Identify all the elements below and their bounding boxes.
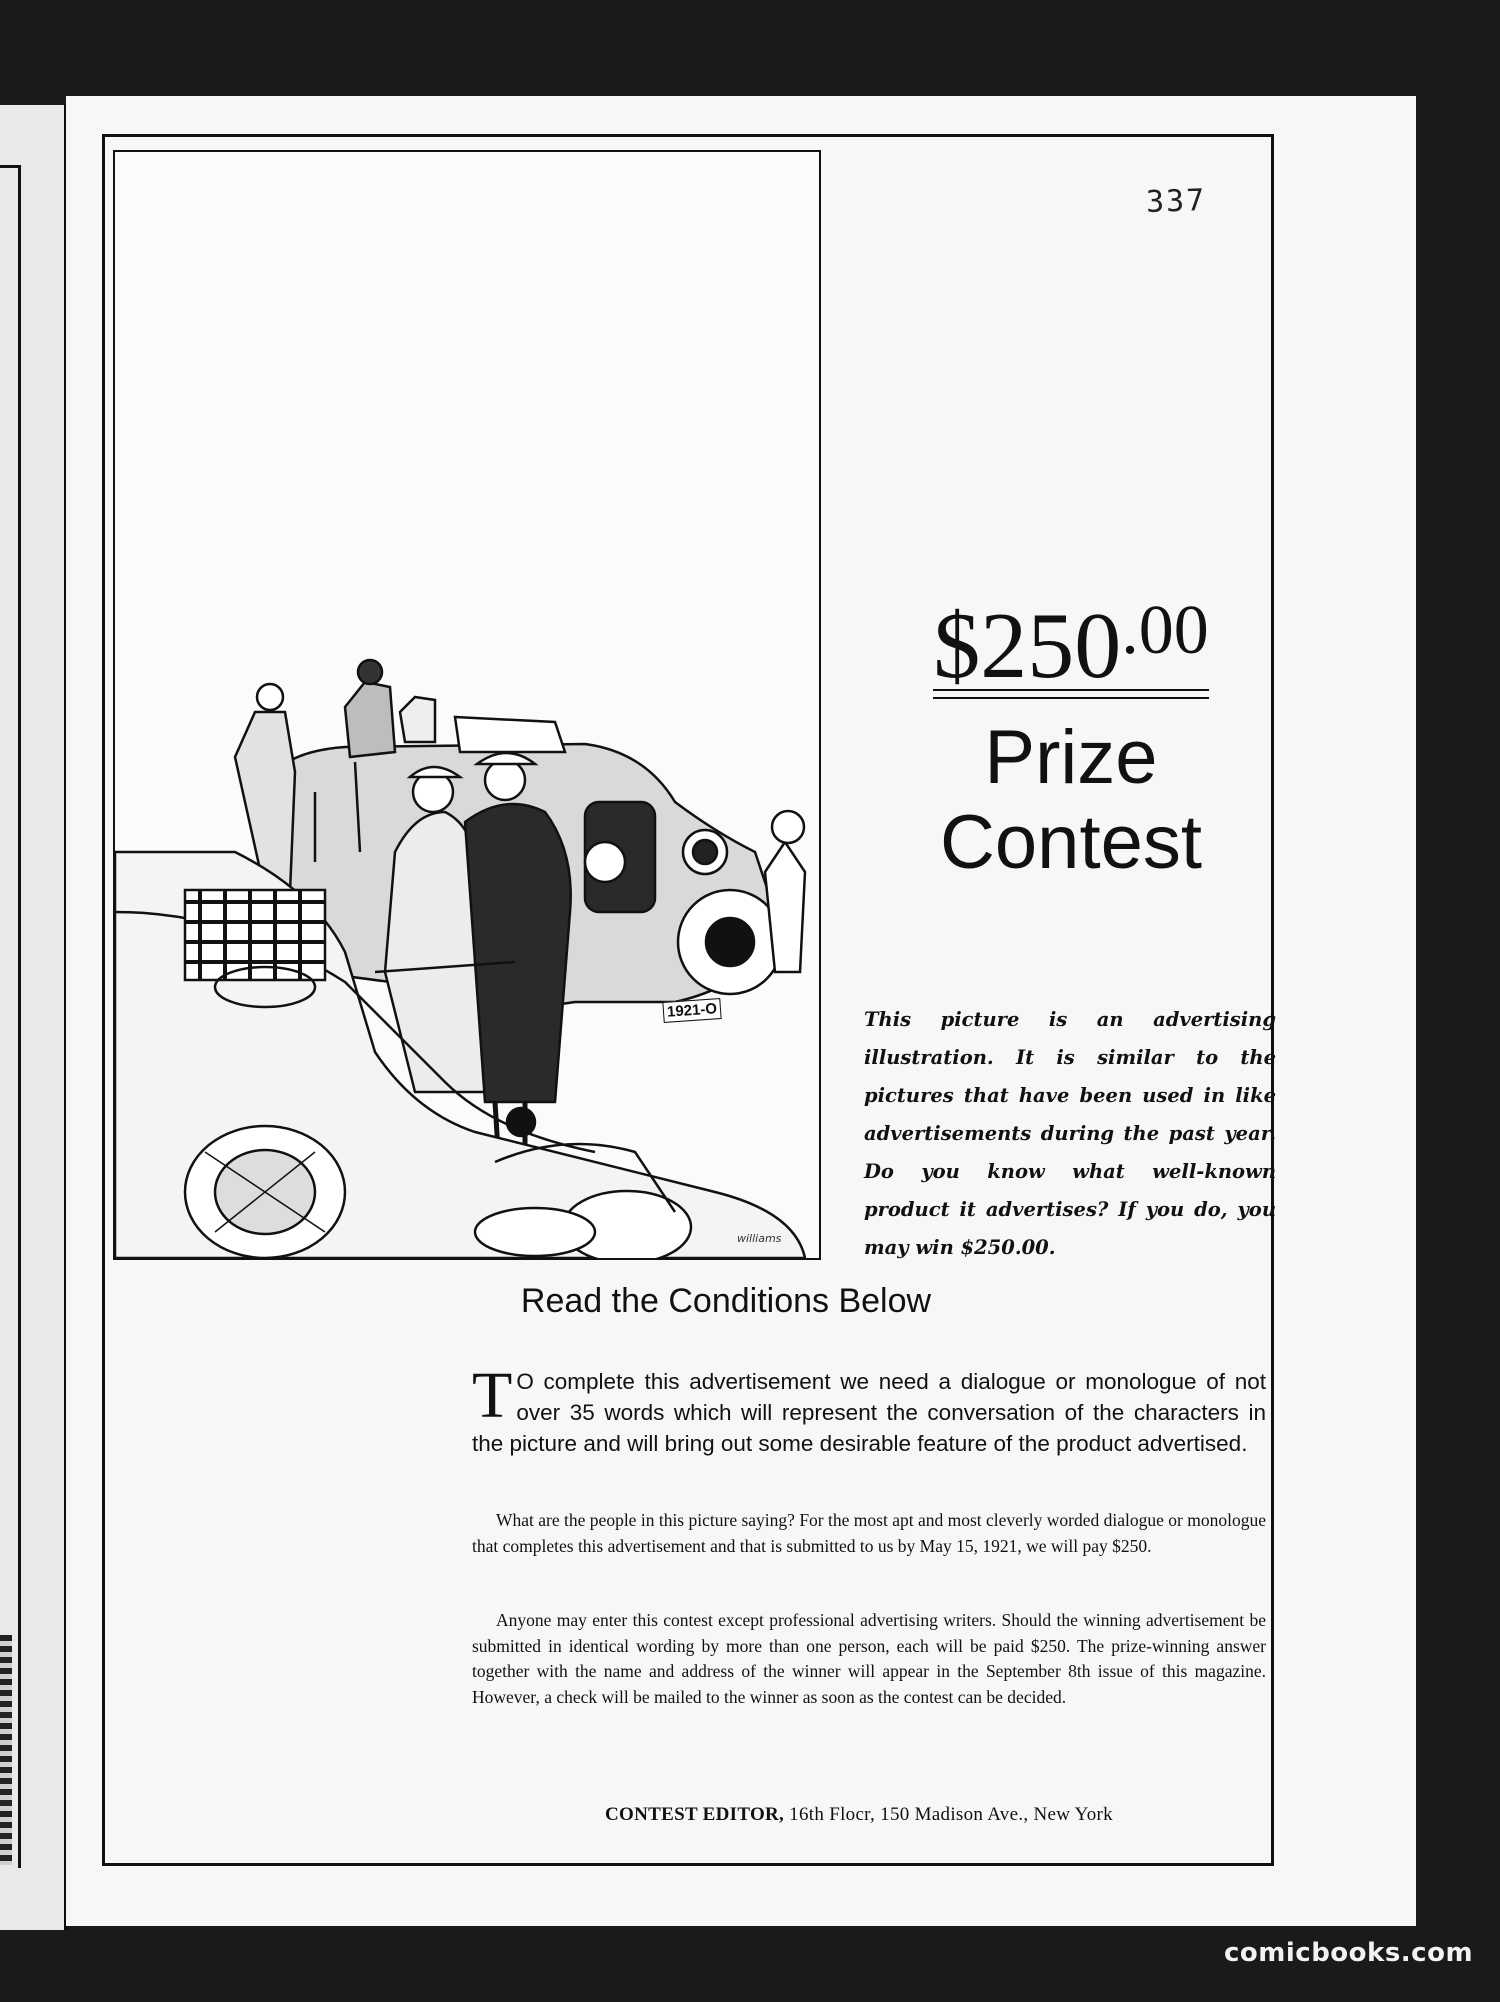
prize-headline xyxy=(851,592,1291,886)
teaser-paragraph: This picture is an advertising illustration. It is similar to the pictures that have been used in like advertisements during the past year. Do you know what well-known product it advertises? If you do, you may win $250.00. xyxy=(864,1008,1276,1259)
conditions-heading: Read the Conditions Below xyxy=(520,1282,932,1320)
site-watermark: comicbooks.com xyxy=(1224,1938,1474,1968)
page-number: 337 xyxy=(1145,182,1207,221)
facing-page-edge xyxy=(0,105,67,1930)
prize-title xyxy=(851,715,1291,885)
prize-title-line-1: Prize xyxy=(984,715,1158,800)
artist-signature: williams xyxy=(737,1232,782,1245)
prize-amount-dollars: $250 xyxy=(933,594,1122,698)
lead-paragraph xyxy=(472,1359,1266,1459)
advertising-illustration xyxy=(113,150,821,1260)
prize-amount-cents: .00 xyxy=(1121,592,1209,669)
drop-cap: T xyxy=(472,1359,513,1432)
facing-page-frame xyxy=(0,165,21,1868)
magazine-page xyxy=(66,96,1416,1926)
lead-paragraph-text: O complete this advertisement we need a dialogue or monologue of not over 35 words which will represent the conversation of the characters in the picture and will bring out some desirable feature of the product advertised. xyxy=(472,1369,1266,1456)
contest-editor-address xyxy=(462,1804,1256,1826)
car-scene-drawing xyxy=(115,152,819,1258)
license-plate: 1921-O xyxy=(662,998,721,1023)
editor-street-address: 16th Flocr, 150 Madison Ave., New York xyxy=(789,1804,1113,1825)
rules-paragraph-eligibility: Anyone may enter this contest except professional advertising writers. Should the winning advertisement be submitted in identical wording by more than one person, each will be paid $250. The prize-winning answer together with the name and address of the winner will appear in the September 8th issue of this magazine. However, a check will be mailed to the winner as soon as the contest can be decided. xyxy=(472,1610,1266,1707)
prize-title-line-2: Contest xyxy=(940,800,1202,886)
double-underline xyxy=(933,689,1209,699)
contest-editor-label: CONTEST EDITOR, xyxy=(605,1804,785,1825)
facing-page-illustration-fragment xyxy=(0,1635,12,1865)
rules-paragraph-deadline: What are the people in this picture saying? For the most apt and most cleverly worded dialogue or monologue that completes this advertisement and that is submitted to us by May 15, 1921, we will pay $250. xyxy=(472,1510,1266,1556)
prize-amount xyxy=(933,592,1209,698)
